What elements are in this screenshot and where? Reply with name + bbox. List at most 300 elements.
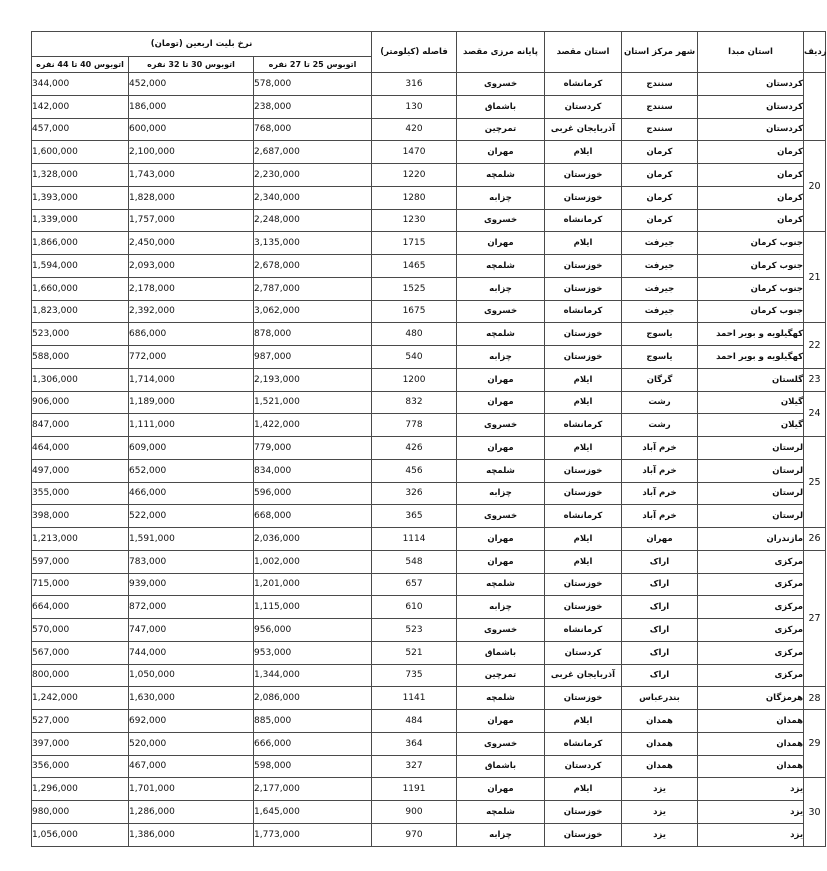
- fare-bus-25-27-cell: 2,678,000: [254, 255, 372, 278]
- fare-bus-40-44-cell: 715,000: [32, 573, 129, 596]
- distance-cell: 365: [372, 505, 457, 528]
- capital-city-cell: جیرفت: [622, 255, 698, 278]
- fare-bus-25-27-cell: 878,000: [254, 323, 372, 346]
- distance-cell: 1675: [372, 300, 457, 323]
- fare-bus-30-32-cell: 2,093,000: [129, 255, 254, 278]
- fare-bus-40-44-cell: 497,000: [32, 459, 129, 482]
- table-row: [32, 141, 826, 164]
- capital-city-cell: گرگان: [622, 368, 698, 391]
- table-row: [32, 596, 826, 619]
- capital-city-cell: همدان: [622, 732, 698, 755]
- distance-cell: 1200: [372, 368, 457, 391]
- origin-province-cell: مرکزی: [698, 664, 804, 687]
- origin-province-cell: جنوب کرمان: [698, 277, 804, 300]
- table-row: [32, 209, 826, 232]
- border-terminal-cell: خسروی: [457, 300, 545, 323]
- fare-bus-40-44-cell: 1,056,000: [32, 823, 129, 846]
- fare-bus-30-32-cell: 452,000: [129, 73, 254, 96]
- fare-bus-25-27-cell: 2,340,000: [254, 186, 372, 209]
- capital-city-cell: یزد: [622, 823, 698, 846]
- table-row: [32, 232, 826, 255]
- border-terminal-cell: خسروی: [457, 414, 545, 437]
- fare-bus-40-44-cell: 356,000: [32, 755, 129, 778]
- fare-bus-30-32-cell: 520,000: [129, 732, 254, 755]
- table-row: [32, 801, 826, 824]
- distance-cell: 1114: [372, 528, 457, 551]
- fare-bus-40-44-cell: 597,000: [32, 550, 129, 573]
- fare-bus-25-27-cell: 578,000: [254, 73, 372, 96]
- border-terminal-cell: مهران: [457, 710, 545, 733]
- origin-province-cell: هرمزگان: [698, 687, 804, 710]
- distance-cell: 1230: [372, 209, 457, 232]
- origin-province-cell: مرکزی: [698, 619, 804, 642]
- fare-bus-40-44-cell: 1,594,000: [32, 255, 129, 278]
- fare-bus-40-44-cell: 567,000: [32, 641, 129, 664]
- border-terminal-cell: مهران: [457, 437, 545, 460]
- origin-province-cell: مرکزی: [698, 573, 804, 596]
- table-row: [32, 687, 826, 710]
- capital-city-cell: مهران: [622, 528, 698, 551]
- origin-province-cell: یزد: [698, 801, 804, 824]
- capital-city-cell: اراک: [622, 596, 698, 619]
- fare-bus-30-32-cell: 939,000: [129, 573, 254, 596]
- table-row: [32, 482, 826, 505]
- fare-bus-40-44-cell: 847,000: [32, 414, 129, 437]
- capital-city-cell: بندرعباس: [622, 687, 698, 710]
- fare-bus-30-32-cell: 1,701,000: [129, 778, 254, 801]
- distance-cell: 316: [372, 73, 457, 96]
- bus-40-44-header: اتوبوس 40 تا 44 نفره: [32, 57, 129, 73]
- fare-bus-25-27-cell: 1,645,000: [254, 801, 372, 824]
- fare-bus-40-44-cell: 344,000: [32, 73, 129, 96]
- fare-bus-30-32-cell: 466,000: [129, 482, 254, 505]
- fare-bus-30-32-cell: 522,000: [129, 505, 254, 528]
- fare-bus-25-27-cell: 2,193,000: [254, 368, 372, 391]
- border-terminal-cell: شلمچه: [457, 323, 545, 346]
- destination-province-cell: ایلام: [545, 232, 622, 255]
- capital-city-cell: یزد: [622, 778, 698, 801]
- fare-bus-25-27-cell: 1,773,000: [254, 823, 372, 846]
- fare-bus-30-32-cell: 1,286,000: [129, 801, 254, 824]
- row-number-cell: 26: [804, 528, 826, 551]
- destination-province-cell: خوزستان: [545, 186, 622, 209]
- distance-cell: 1715: [372, 232, 457, 255]
- capital-city-cell: سنندج: [622, 73, 698, 96]
- fare-bus-30-32-cell: 1,386,000: [129, 823, 254, 846]
- fare-bus-25-27-cell: 2,687,000: [254, 141, 372, 164]
- origin-province-cell: لرستان: [698, 459, 804, 482]
- distance-cell: 1220: [372, 164, 457, 187]
- row-number-cell: 23: [804, 368, 826, 391]
- table-row: [32, 95, 826, 118]
- destination-province-cell: آذربایجان غربی: [545, 118, 622, 141]
- border-terminal-cell: باشماق: [457, 641, 545, 664]
- destination-province-cell: کرمانشاه: [545, 505, 622, 528]
- fare-bus-40-44-cell: 980,000: [32, 801, 129, 824]
- border-terminal-cell: شلمچه: [457, 801, 545, 824]
- destination-province-cell: ایلام: [545, 141, 622, 164]
- border-terminal-cell: باشماق: [457, 755, 545, 778]
- table-body: [32, 73, 826, 847]
- fare-group-header: نرخ بلیت اربعین (تومان): [32, 32, 372, 57]
- distance-cell: 364: [372, 732, 457, 755]
- origin-province-cell: همدان: [698, 710, 804, 733]
- capital-city-cell: سنندج: [622, 95, 698, 118]
- table-row: [32, 459, 826, 482]
- fare-bus-30-32-cell: 609,000: [129, 437, 254, 460]
- fare-bus-30-32-cell: 1,591,000: [129, 528, 254, 551]
- origin-province-cell: لرستان: [698, 505, 804, 528]
- capital-city-cell: اراک: [622, 619, 698, 642]
- table-row: [32, 346, 826, 369]
- fare-bus-25-27-cell: 834,000: [254, 459, 372, 482]
- origin-province-cell: یزد: [698, 823, 804, 846]
- distance-cell: 900: [372, 801, 457, 824]
- distance-cell: 420: [372, 118, 457, 141]
- destination-province-cell: خوزستان: [545, 255, 622, 278]
- fare-bus-30-32-cell: 772,000: [129, 346, 254, 369]
- origin-province-cell: کرمان: [698, 164, 804, 187]
- destination-province-cell: کرمانشاه: [545, 732, 622, 755]
- table-row: [32, 414, 826, 437]
- row-number-cell: 25: [804, 437, 826, 528]
- table-row: [32, 528, 826, 551]
- distance-cell: 484: [372, 710, 457, 733]
- distance-cell: 540: [372, 346, 457, 369]
- border-terminal-cell: مهران: [457, 141, 545, 164]
- fare-bus-40-44-cell: 1,600,000: [32, 141, 129, 164]
- capital-city-cell: کرمان: [622, 141, 698, 164]
- destination-province-cell: خوزستان: [545, 482, 622, 505]
- row-number-cell: 21: [804, 232, 826, 323]
- origin-province-cell: گیلان: [698, 414, 804, 437]
- capital-city-cell: رشت: [622, 414, 698, 437]
- row-number-cell: 27: [804, 550, 826, 687]
- origin-province-cell: یزد: [698, 778, 804, 801]
- distance-cell: 521: [372, 641, 457, 664]
- border-terminal-cell: مهران: [457, 368, 545, 391]
- destination-province-cell: خوزستان: [545, 801, 622, 824]
- fare-bus-40-44-cell: 1,242,000: [32, 687, 129, 710]
- border-terminal-cell: مهران: [457, 778, 545, 801]
- fare-bus-25-27-cell: 238,000: [254, 95, 372, 118]
- fare-bus-40-44-cell: 906,000: [32, 391, 129, 414]
- origin-province-cell: لرستان: [698, 482, 804, 505]
- destination-province-cell: خوزستان: [545, 323, 622, 346]
- fare-bus-40-44-cell: 457,000: [32, 118, 129, 141]
- fare-bus-30-32-cell: 2,178,000: [129, 277, 254, 300]
- origin-province-cell: کرمان: [698, 209, 804, 232]
- destination-province-cell: خوزستان: [545, 823, 622, 846]
- origin-province-cell: کهگیلویه و بویر احمد: [698, 346, 804, 369]
- fare-bus-40-44-cell: 397,000: [32, 732, 129, 755]
- fare-bus-25-27-cell: 2,248,000: [254, 209, 372, 232]
- fare-bus-30-32-cell: 2,392,000: [129, 300, 254, 323]
- fare-bus-25-27-cell: 779,000: [254, 437, 372, 460]
- origin-province-cell: همدان: [698, 755, 804, 778]
- capital-city-cell: جیرفت: [622, 277, 698, 300]
- fare-bus-40-44-cell: 398,000: [32, 505, 129, 528]
- capital-city-cell: رشت: [622, 391, 698, 414]
- fare-table: [31, 31, 826, 847]
- fare-bus-30-32-cell: 747,000: [129, 619, 254, 642]
- origin-province-cell: کرمان: [698, 186, 804, 209]
- table-row: [32, 710, 826, 733]
- fare-bus-25-27-cell: 2,036,000: [254, 528, 372, 551]
- table-row: [32, 550, 826, 573]
- capital-city-cell: خرم آباد: [622, 437, 698, 460]
- capital-city-header: شهر مرکز استان: [622, 32, 698, 73]
- table-row: [32, 73, 826, 96]
- fare-bus-25-27-cell: 2,230,000: [254, 164, 372, 187]
- fare-bus-40-44-cell: 800,000: [32, 664, 129, 687]
- distance-cell: 480: [372, 323, 457, 346]
- border-terminal-cell: چزابه: [457, 823, 545, 846]
- border-terminal-cell: چزابه: [457, 346, 545, 369]
- origin-province-cell: جنوب کرمان: [698, 255, 804, 278]
- destination-province-cell: خوزستان: [545, 573, 622, 596]
- border-terminal-header: پایانه مرزی مقصد: [457, 32, 545, 73]
- capital-city-cell: همدان: [622, 710, 698, 733]
- origin-province-cell: مازندران: [698, 528, 804, 551]
- fare-bus-25-27-cell: 956,000: [254, 619, 372, 642]
- fare-bus-25-27-cell: 3,135,000: [254, 232, 372, 255]
- destination-province-cell: خوزستان: [545, 346, 622, 369]
- fare-bus-25-27-cell: 666,000: [254, 732, 372, 755]
- fare-bus-30-32-cell: 600,000: [129, 118, 254, 141]
- table-row: [32, 186, 826, 209]
- distance-cell: 1470: [372, 141, 457, 164]
- capital-city-cell: یزد: [622, 801, 698, 824]
- capital-city-cell: یاسوج: [622, 323, 698, 346]
- fare-bus-25-27-cell: 1,422,000: [254, 414, 372, 437]
- fare-bus-40-44-cell: 355,000: [32, 482, 129, 505]
- fare-bus-30-32-cell: 692,000: [129, 710, 254, 733]
- destination-province-cell: کردستان: [545, 641, 622, 664]
- fare-bus-30-32-cell: 872,000: [129, 596, 254, 619]
- distance-cell: 327: [372, 755, 457, 778]
- destination-province-cell: کرمانشاه: [545, 300, 622, 323]
- border-terminal-cell: مهران: [457, 391, 545, 414]
- fare-bus-25-27-cell: 1,344,000: [254, 664, 372, 687]
- fare-bus-40-44-cell: 464,000: [32, 437, 129, 460]
- fare-bus-25-27-cell: 2,086,000: [254, 687, 372, 710]
- fare-bus-40-44-cell: 1,306,000: [32, 368, 129, 391]
- fare-bus-25-27-cell: 598,000: [254, 755, 372, 778]
- fare-bus-40-44-cell: 1,823,000: [32, 300, 129, 323]
- capital-city-cell: اراک: [622, 550, 698, 573]
- table-row: [32, 755, 826, 778]
- capital-city-cell: کرمان: [622, 186, 698, 209]
- fare-bus-25-27-cell: 1,521,000: [254, 391, 372, 414]
- destination-province-cell: خوزستان: [545, 277, 622, 300]
- row-number-cell: 30: [804, 778, 826, 847]
- border-terminal-cell: چزابه: [457, 277, 545, 300]
- distance-header: فاصله (کیلومتر): [372, 32, 457, 73]
- fare-bus-25-27-cell: 885,000: [254, 710, 372, 733]
- distance-cell: 1191: [372, 778, 457, 801]
- table-row: [32, 300, 826, 323]
- row-number-header: ردیف: [804, 32, 826, 73]
- border-terminal-cell: چزابه: [457, 482, 545, 505]
- fare-bus-25-27-cell: 668,000: [254, 505, 372, 528]
- border-terminal-cell: خسروی: [457, 209, 545, 232]
- border-terminal-cell: خسروی: [457, 73, 545, 96]
- fare-bus-30-32-cell: 1,189,000: [129, 391, 254, 414]
- table-row: [32, 437, 826, 460]
- table-header: [32, 32, 826, 73]
- fare-bus-40-44-cell: 1,866,000: [32, 232, 129, 255]
- fare-bus-25-27-cell: 1,201,000: [254, 573, 372, 596]
- border-terminal-cell: چزابه: [457, 186, 545, 209]
- capital-city-cell: خرم آباد: [622, 505, 698, 528]
- fare-bus-30-32-cell: 467,000: [129, 755, 254, 778]
- capital-city-cell: خرم آباد: [622, 459, 698, 482]
- table-row: [32, 255, 826, 278]
- border-terminal-cell: مهران: [457, 550, 545, 573]
- border-terminal-cell: خسروی: [457, 505, 545, 528]
- distance-cell: 970: [372, 823, 457, 846]
- table-row: [32, 277, 826, 300]
- table-row: [32, 664, 826, 687]
- border-terminal-cell: شلمچه: [457, 255, 545, 278]
- table-row: [32, 323, 826, 346]
- border-terminal-cell: خسروی: [457, 732, 545, 755]
- border-terminal-cell: تمرچین: [457, 118, 545, 141]
- table-row: [32, 164, 826, 187]
- capital-city-cell: یاسوج: [622, 346, 698, 369]
- destination-province-cell: ایلام: [545, 391, 622, 414]
- distance-cell: 610: [372, 596, 457, 619]
- fare-bus-30-32-cell: 1,743,000: [129, 164, 254, 187]
- fare-bus-30-32-cell: 783,000: [129, 550, 254, 573]
- table-row: [32, 368, 826, 391]
- fare-bus-40-44-cell: 1,393,000: [32, 186, 129, 209]
- table-row: [32, 619, 826, 642]
- fare-bus-30-32-cell: 652,000: [129, 459, 254, 482]
- fare-bus-40-44-cell: 1,660,000: [32, 277, 129, 300]
- table-row: [32, 823, 826, 846]
- border-terminal-cell: چزابه: [457, 596, 545, 619]
- capital-city-cell: سنندج: [622, 118, 698, 141]
- destination-province-cell: آذربایجان غربی: [545, 664, 622, 687]
- distance-cell: 130: [372, 95, 457, 118]
- distance-cell: 778: [372, 414, 457, 437]
- origin-province-cell: کهگیلویه و بویر احمد: [698, 323, 804, 346]
- fare-bus-25-27-cell: 953,000: [254, 641, 372, 664]
- origin-province-cell: کردستان: [698, 118, 804, 141]
- fare-bus-40-44-cell: 664,000: [32, 596, 129, 619]
- border-terminal-cell: باشماق: [457, 95, 545, 118]
- fare-bus-30-32-cell: 2,450,000: [129, 232, 254, 255]
- destination-province-cell: ایلام: [545, 550, 622, 573]
- fare-bus-25-27-cell: 1,002,000: [254, 550, 372, 573]
- capital-city-cell: خرم آباد: [622, 482, 698, 505]
- capital-city-cell: جیرفت: [622, 300, 698, 323]
- distance-cell: 735: [372, 664, 457, 687]
- destination-province-cell: ایلام: [545, 368, 622, 391]
- capital-city-cell: اراک: [622, 573, 698, 596]
- bus-30-32-header: اتوبوس 30 تا 32 نفره: [129, 57, 254, 73]
- fare-bus-25-27-cell: 768,000: [254, 118, 372, 141]
- destination-province-cell: خوزستان: [545, 596, 622, 619]
- capital-city-cell: جیرفت: [622, 232, 698, 255]
- origin-province-cell: کردستان: [698, 73, 804, 96]
- destination-province-cell: ایلام: [545, 528, 622, 551]
- fare-bus-40-44-cell: 570,000: [32, 619, 129, 642]
- distance-cell: 1280: [372, 186, 457, 209]
- origin-province-cell: لرستان: [698, 437, 804, 460]
- border-terminal-cell: مهران: [457, 528, 545, 551]
- fare-bus-30-32-cell: 1,714,000: [129, 368, 254, 391]
- border-terminal-cell: تمرچین: [457, 664, 545, 687]
- fare-bus-25-27-cell: 2,787,000: [254, 277, 372, 300]
- border-terminal-cell: شلمچه: [457, 687, 545, 710]
- fare-bus-40-44-cell: 523,000: [32, 323, 129, 346]
- capital-city-cell: اراک: [622, 664, 698, 687]
- origin-province-cell: کردستان: [698, 95, 804, 118]
- distance-cell: 657: [372, 573, 457, 596]
- origin-province-cell: مرکزی: [698, 596, 804, 619]
- destination-province-cell: ایلام: [545, 437, 622, 460]
- destination-province-cell: کرمانشاه: [545, 73, 622, 96]
- table-row: [32, 118, 826, 141]
- border-terminal-cell: مهران: [457, 232, 545, 255]
- border-terminal-cell: شلمچه: [457, 164, 545, 187]
- origin-province-cell: جنوب کرمان: [698, 300, 804, 323]
- row-number-cell: 29: [804, 710, 826, 778]
- fare-bus-40-44-cell: 1,213,000: [32, 528, 129, 551]
- distance-cell: 832: [372, 391, 457, 414]
- distance-cell: 326: [372, 482, 457, 505]
- distance-cell: 1141: [372, 687, 457, 710]
- origin-province-cell: همدان: [698, 732, 804, 755]
- bus-25-27-header: اتوبوس 25 تا 27 نفره: [254, 57, 372, 73]
- fare-bus-25-27-cell: 987,000: [254, 346, 372, 369]
- fare-bus-25-27-cell: 2,177,000: [254, 778, 372, 801]
- fare-bus-30-32-cell: 744,000: [129, 641, 254, 664]
- fare-bus-30-32-cell: 1,828,000: [129, 186, 254, 209]
- distance-cell: 426: [372, 437, 457, 460]
- distance-cell: 456: [372, 459, 457, 482]
- capital-city-cell: همدان: [622, 755, 698, 778]
- table-row: [32, 505, 826, 528]
- destination-province-cell: کردستان: [545, 95, 622, 118]
- fare-bus-30-32-cell: 186,000: [129, 95, 254, 118]
- destination-province-cell: کرمانشاه: [545, 619, 622, 642]
- destination-province-cell: ایلام: [545, 778, 622, 801]
- table-row: [32, 641, 826, 664]
- capital-city-cell: کرمان: [622, 209, 698, 232]
- origin-province-cell: کرمان: [698, 141, 804, 164]
- row-number-cell: 28: [804, 687, 826, 710]
- fare-bus-30-32-cell: 1,630,000: [129, 687, 254, 710]
- row-number-cell: 22: [804, 323, 826, 369]
- origin-province-cell: مرکزی: [698, 641, 804, 664]
- row-number-cell: 20: [804, 141, 826, 232]
- destination-province-header: استان مقصد: [545, 32, 622, 73]
- fare-bus-40-44-cell: 1,328,000: [32, 164, 129, 187]
- fare-bus-40-44-cell: 588,000: [32, 346, 129, 369]
- fare-bus-40-44-cell: 1,339,000: [32, 209, 129, 232]
- distance-cell: 1465: [372, 255, 457, 278]
- border-terminal-cell: شلمچه: [457, 459, 545, 482]
- table-row: [32, 573, 826, 596]
- capital-city-cell: کرمان: [622, 164, 698, 187]
- table-row: [32, 732, 826, 755]
- origin-province-cell: گیلان: [698, 391, 804, 414]
- origin-province-cell: جنوب کرمان: [698, 232, 804, 255]
